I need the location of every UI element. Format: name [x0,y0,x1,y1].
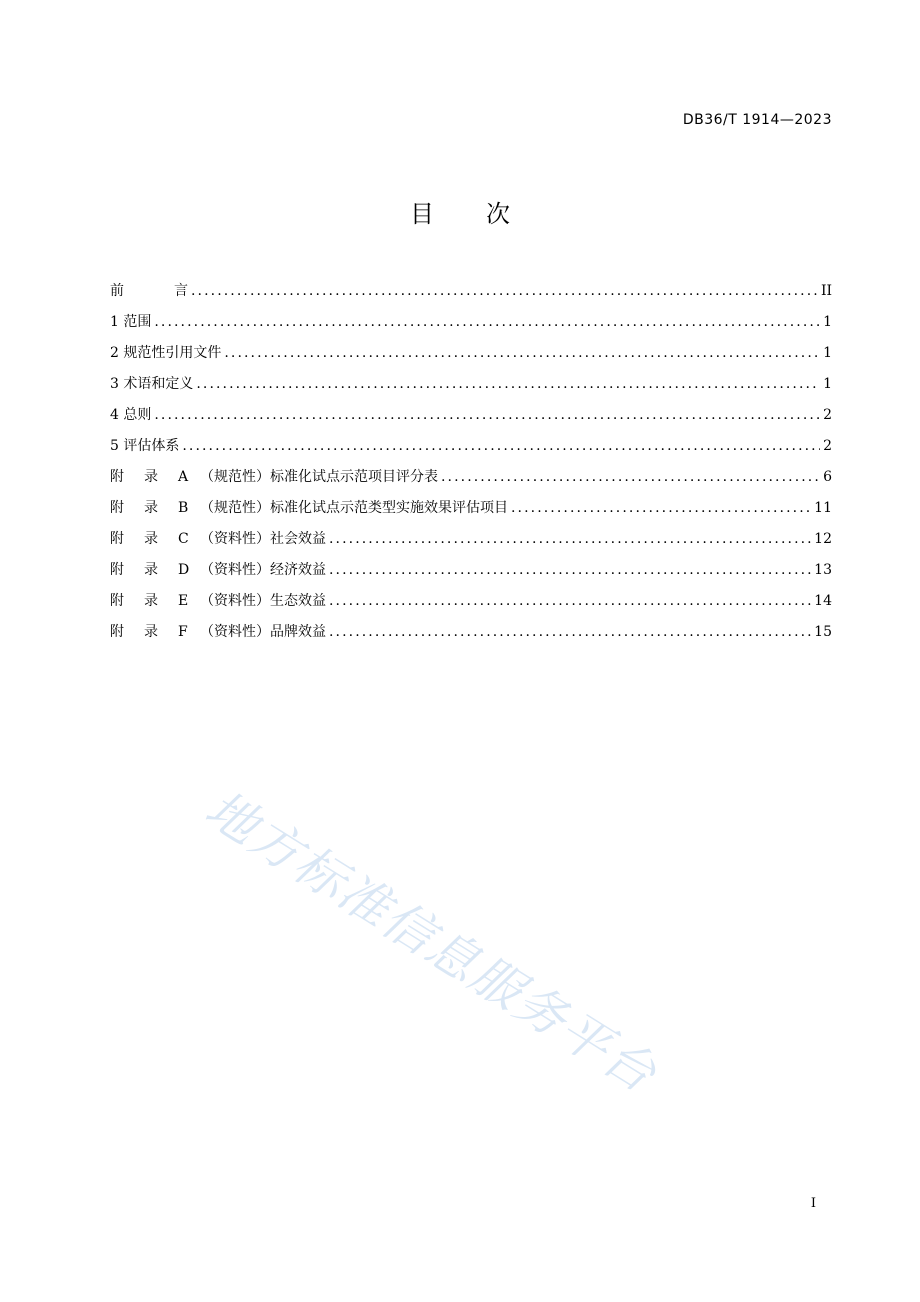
toc-entry-annex-e[interactable] [110,590,832,621]
document-code: DB36/T 1914—2023 [682,112,832,128]
preface-char-2: 言 [174,283,188,299]
annex-word: 附 [110,531,124,547]
annex-word: 附 [110,469,124,485]
toc-leader-dots [224,342,820,364]
toc-leader-dots [329,590,811,612]
toc-entry-label [110,590,326,612]
toc-leader-dots [154,404,820,426]
toc-entry-annex-c[interactable] [110,528,832,559]
annex-word-2: 录 [144,562,158,578]
toc-leader-dots [191,280,818,302]
annex-letter: E [178,593,189,609]
toc-entry-label: 3 术语和定义 [110,376,194,392]
toc-page-number: II [820,283,832,299]
toc-entry-label: 2 规范性引用文件 [110,345,222,361]
annex-letter: A [178,469,189,485]
toc-leader-dots [182,435,820,457]
toc-entry-label: 5 评估体系 [110,438,180,454]
toc-page-number: 11 [814,500,832,516]
toc-entry-label [110,559,326,581]
toc-leader-dots [329,621,811,643]
page-number: I [810,1196,816,1211]
annex-word: 附 [110,500,124,516]
toc-entry-annex-b[interactable] [110,497,832,528]
toc-page-number: 1 [823,314,832,330]
toc-leader-dots [511,497,811,519]
annex-letter: C [178,531,189,547]
toc-entry-label [110,497,508,519]
table-of-contents [110,280,832,652]
annex-word: 附 [110,593,124,609]
toc-entry-annex-d[interactable] [110,559,832,590]
annex-title: （资料性）社会效益 [200,531,326,547]
toc-page-number: 14 [814,593,832,609]
annex-title: （规范性）标准化试点示范类型实施效果评估项目 [200,500,508,516]
annex-letter: D [178,562,190,578]
toc-leader-dots [329,528,811,550]
toc-title [0,194,920,229]
annex-word-2: 录 [144,593,158,609]
annex-letter: B [178,500,189,516]
toc-entry-annex-f[interactable] [110,621,832,652]
annex-word: 附 [110,624,124,640]
toc-leader-dots [441,466,820,488]
toc-entry[interactable] [110,404,832,435]
annex-word: 附 [110,562,124,578]
preface-char-1: 前 [110,283,124,299]
annex-title: （资料性）生态效益 [200,593,326,609]
toc-title-second: 次 [486,200,510,228]
annex-title: （资料性）经济效益 [200,562,326,578]
toc-entry[interactable] [110,435,832,466]
toc-page-number: 12 [814,531,832,547]
toc-page-number: 1 [823,345,832,361]
toc-entry[interactable] [110,373,832,404]
toc-entry-label [110,528,326,550]
toc-entry[interactable] [110,311,832,342]
annex-word-2: 录 [144,624,158,640]
annex-letter: F [178,624,188,640]
toc-leader-dots [329,559,811,581]
annex-word-2: 录 [144,469,158,485]
toc-page-number: 6 [823,469,832,485]
toc-page-number: 1 [823,376,832,392]
toc-page-number: 2 [823,438,832,454]
toc-entry-label [110,466,438,488]
annex-title: （规范性）标准化试点示范项目评分表 [200,469,438,485]
toc-entry-label: 4 总则 [110,407,152,423]
toc-page-number: 15 [814,624,832,640]
toc-leader-dots [196,373,820,395]
toc-entry-preface[interactable] [110,280,832,311]
toc-entry-label [110,621,326,643]
toc-leader-dots [154,311,820,333]
toc-entry-label: 1 范围 [110,314,152,330]
toc-page-number: 2 [823,407,832,423]
toc-title-first: 目 [410,200,434,228]
toc-entry[interactable] [110,342,832,373]
annex-word-2: 录 [144,500,158,516]
annex-word-2: 录 [144,531,158,547]
watermark-text: 地方标准信息服务平台 [195,779,668,1105]
toc-entry-label [110,280,188,302]
toc-entry-annex-a[interactable] [110,466,832,497]
toc-page-number: 13 [814,562,832,578]
annex-title: （资料性）品牌效益 [200,624,326,640]
